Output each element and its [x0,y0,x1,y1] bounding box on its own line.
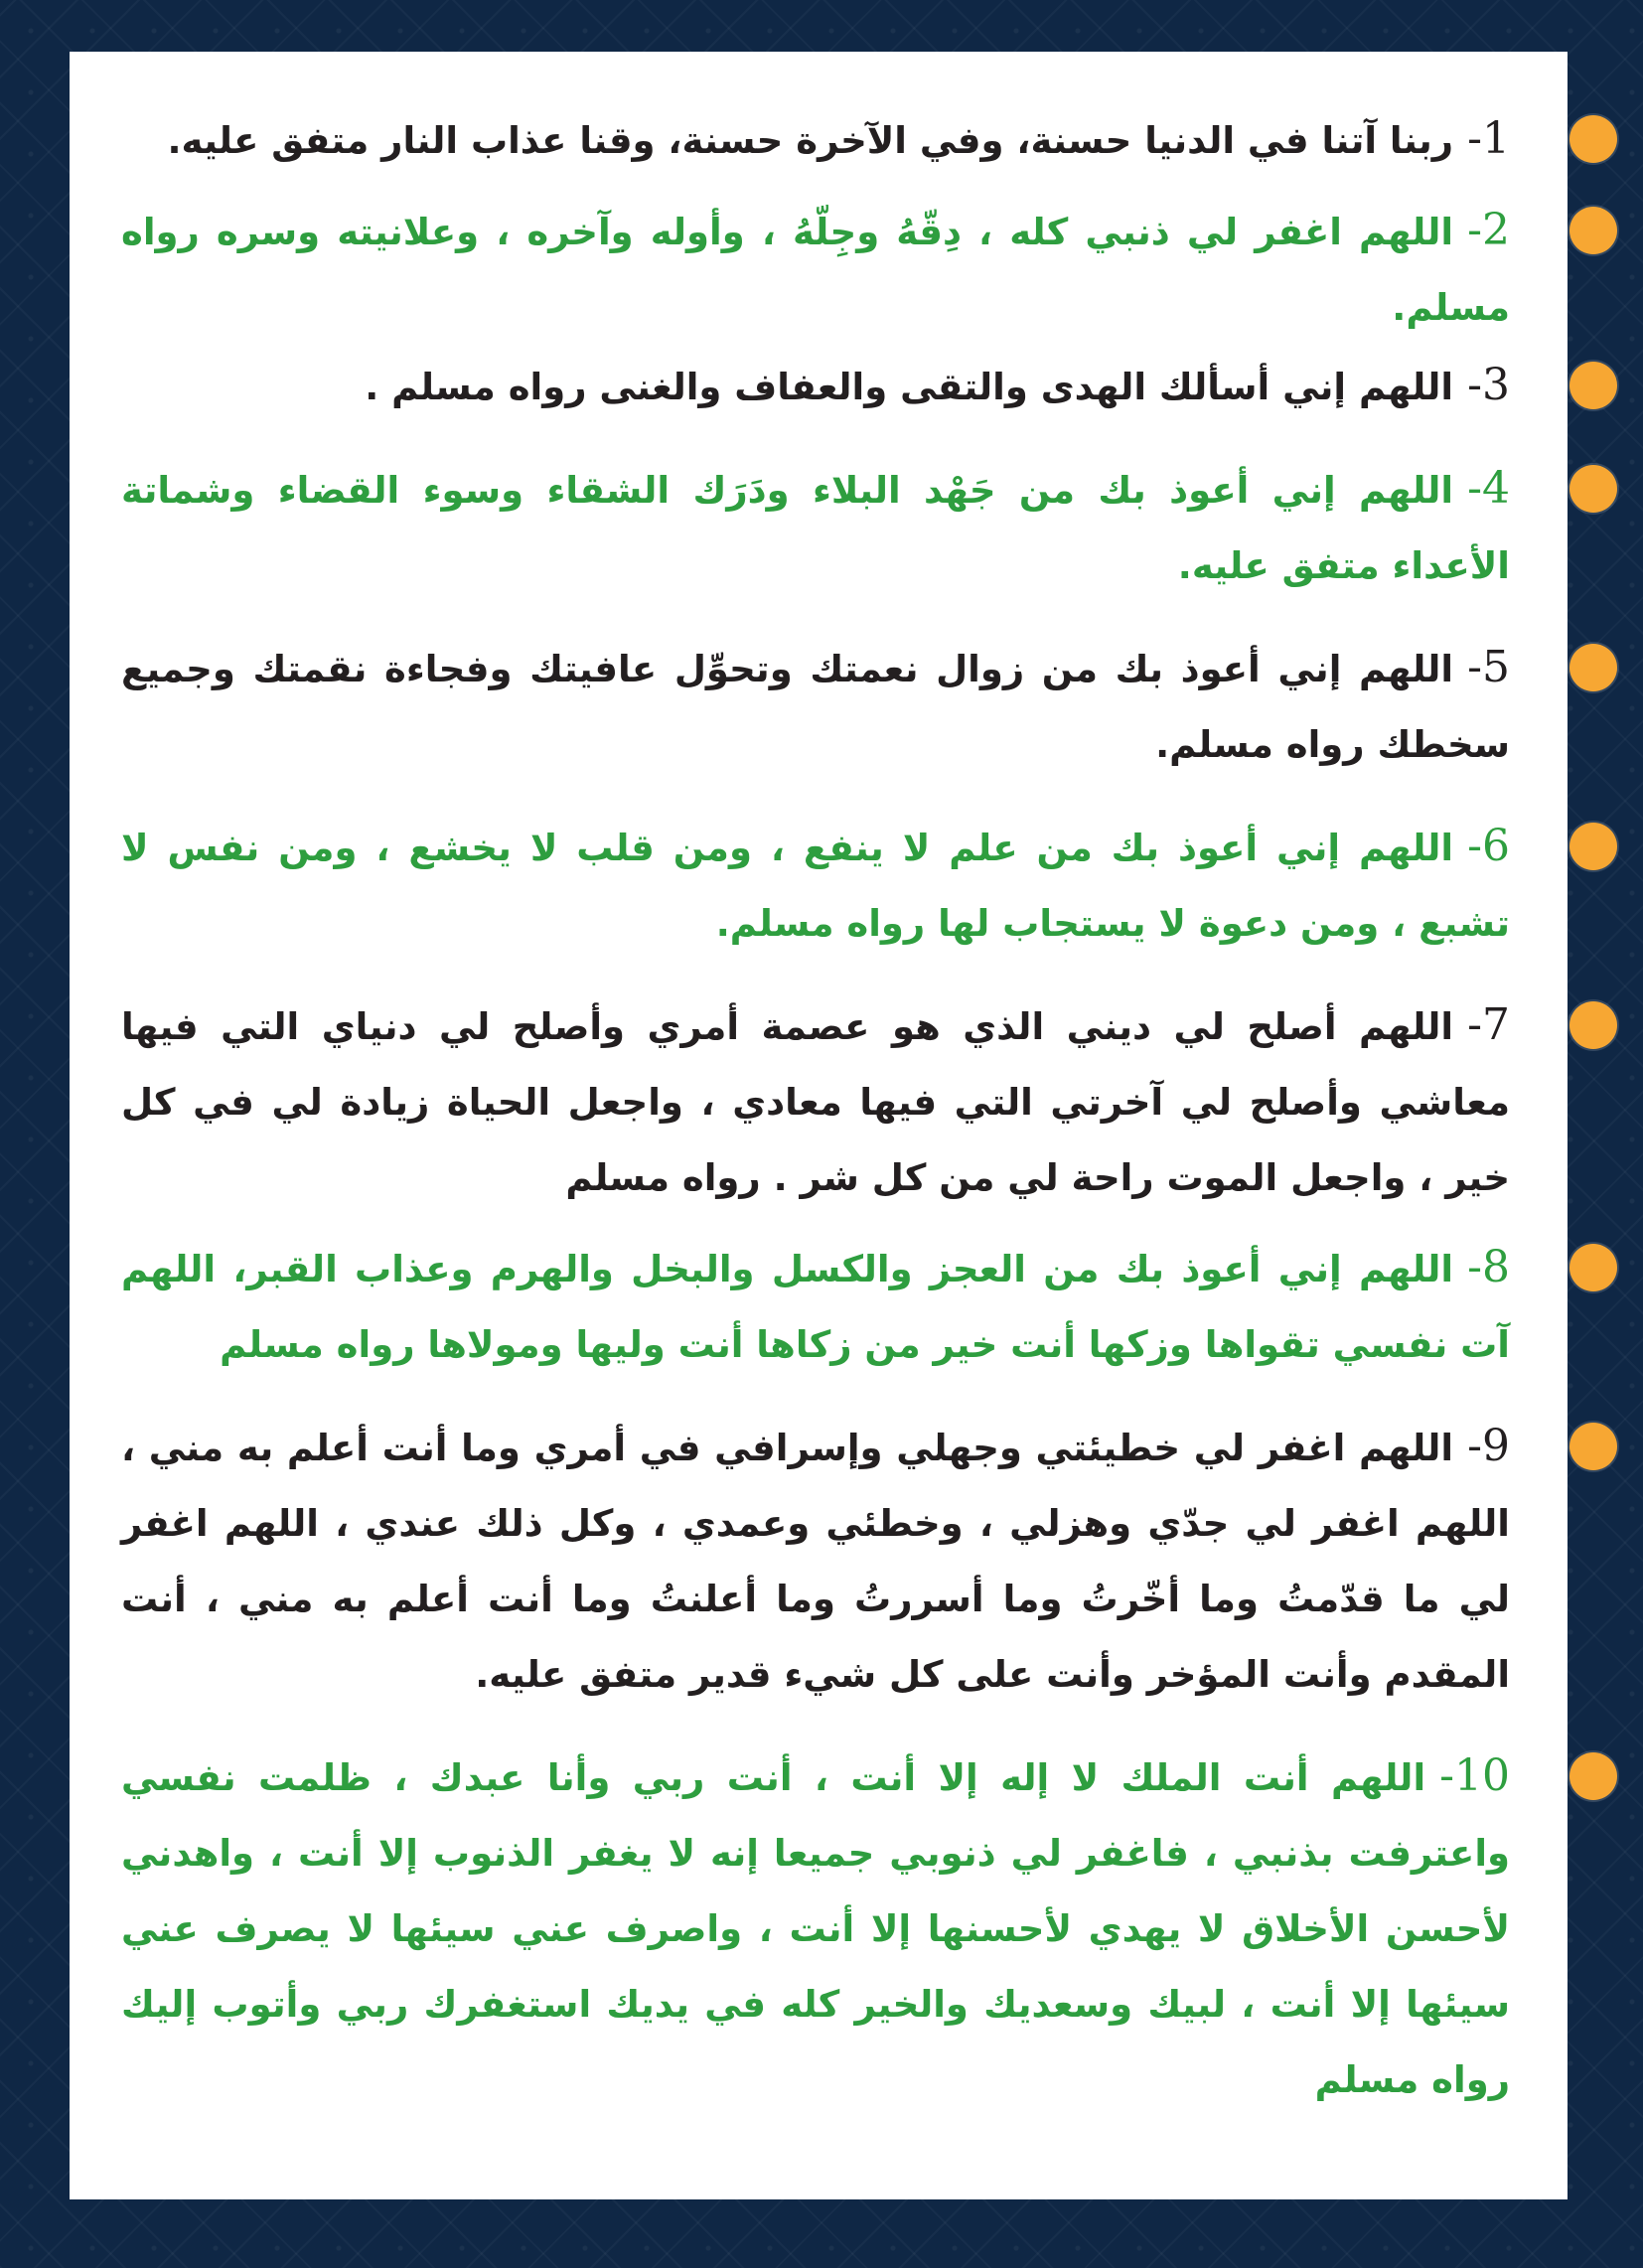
dua-text: اللهم أصلح لي ديني الذي هو عصمة أمري وأصلح لي دنياي التي فيها معاشي وأصلح لي آخرتي التي فيها معادي ، واجعل الحياة زيادة لي في كل خير ، واجعل الموت راحة لي من كل شر . رواه مسلم [121,1005,1510,1199]
dua-item-6 [121,809,1510,962]
dua-text: اللهم أنت الملك لا إله إلا أنت ، أنت ربي وأنا عبدك ، ظلمت نفسي واعترفت بذنبي ، فاغفر لي ذنوبي جميعا إنه لا يغفر الذنوب إلا أنت ، واهدني لأحسن الأخلاق لا يهدي لأحسنها إلا أنت ، واصرف عني سيئها لا يصرف عني سيئها إلا أنت ، لبيك وسعديك والخير كله في يديك استغفرك ربي وأتوب إليك رواه مسلم [121,1756,1510,2101]
dua-number: 1- [1467,113,1510,164]
bullet-dot-icon [1569,1423,1617,1470]
dua-text: اللهم إني أعوذ بك من علم لا ينفع ، ومن قلب لا يخشع ، ومن نفس لا تشبع ، ومن دعوة لا يستجاب لها رواه مسلم. [121,827,1510,945]
dua-text: اللهم اغفر لي ذنبي كله ، دِقّهُ وجِلّهُ ، وأوله وآخره ، وعلانيته وسره رواه مسلم. [121,211,1510,329]
dua-item-3 [121,348,1510,425]
dua-number: 4- [1467,463,1510,514]
dua-number: 3- [1467,360,1510,410]
dua-list [121,101,1510,2118]
dua-item-10 [121,1739,1510,2118]
bullet-dot-icon [1569,207,1617,254]
dua-text: اللهم إني أعوذ بك من جَهْد البلاء ودَرَك الشقاء وسوء القضاء وشماتة الأعداء متفق عليه. [121,469,1510,587]
dua-item-7 [121,987,1510,1216]
dua-number: 8- [1467,1242,1510,1292]
dua-number: 9- [1467,1421,1510,1471]
bullet-dot-icon [1569,465,1617,513]
dua-item-2 [121,193,1510,346]
dua-text: ربنا آتنا في الدنيا حسنة، وفي الآخرة حسنة، وقنا عذاب النار متفق عليه. [167,119,1454,162]
dua-text: اللهم إني أعوذ بك من زوال نعمتك وتحوِّل عافيتك وفجاءة نقمتك وجميع سخطك رواه مسلم. [121,648,1510,766]
dua-number: 7- [1467,999,1510,1050]
dua-text: اللهم إني أسألك الهدى والتقى والعفاف والغنى رواه مسلم . [365,366,1454,408]
bullet-dot-icon [1569,823,1617,870]
bullet-dot-icon [1569,115,1617,163]
dua-number: 6- [1467,821,1510,871]
dua-text: اللهم إني أعوذ بك من العجز والكسل والبخل والهرم وعذاب القبر، اللهم آت نفسي تقواها وزكها أنت خير من زكاها أنت وليها ومولاها رواه مسلم [121,1248,1510,1366]
bullet-dot-icon [1569,1752,1617,1800]
page-card [70,52,1568,2199]
dua-item-8 [121,1230,1510,1383]
dua-text: اللهم اغفر لي خطيئتي وجهلي وإسرافي في أمري وما أنت أعلم به مني ، اللهم اغفر لي جدّي وهزلي ، وخطئي وعمدي ، وكل ذلك عندي ، اللهم اغفر لي ما قدّمتُ وما أخّرتُ وما أسررتُ وما أعلنتُ وما أنت أعلم به مني ، أنت المقدم وأنت المؤخر وأنت على كل شيء قدير متفق عليه. [121,1427,1510,1696]
bullet-dot-icon [1569,644,1617,691]
dua-item-5 [121,630,1510,783]
dua-item-4 [121,451,1510,604]
dua-number: 10- [1439,1750,1510,1801]
dua-number: 2- [1467,205,1510,255]
dua-item-1 [121,101,1510,179]
dua-item-9 [121,1409,1510,1713]
dua-number: 5- [1467,642,1510,692]
bullet-dot-icon [1569,1001,1617,1049]
bullet-dot-icon [1569,362,1617,409]
bullet-dot-icon [1569,1244,1617,1291]
